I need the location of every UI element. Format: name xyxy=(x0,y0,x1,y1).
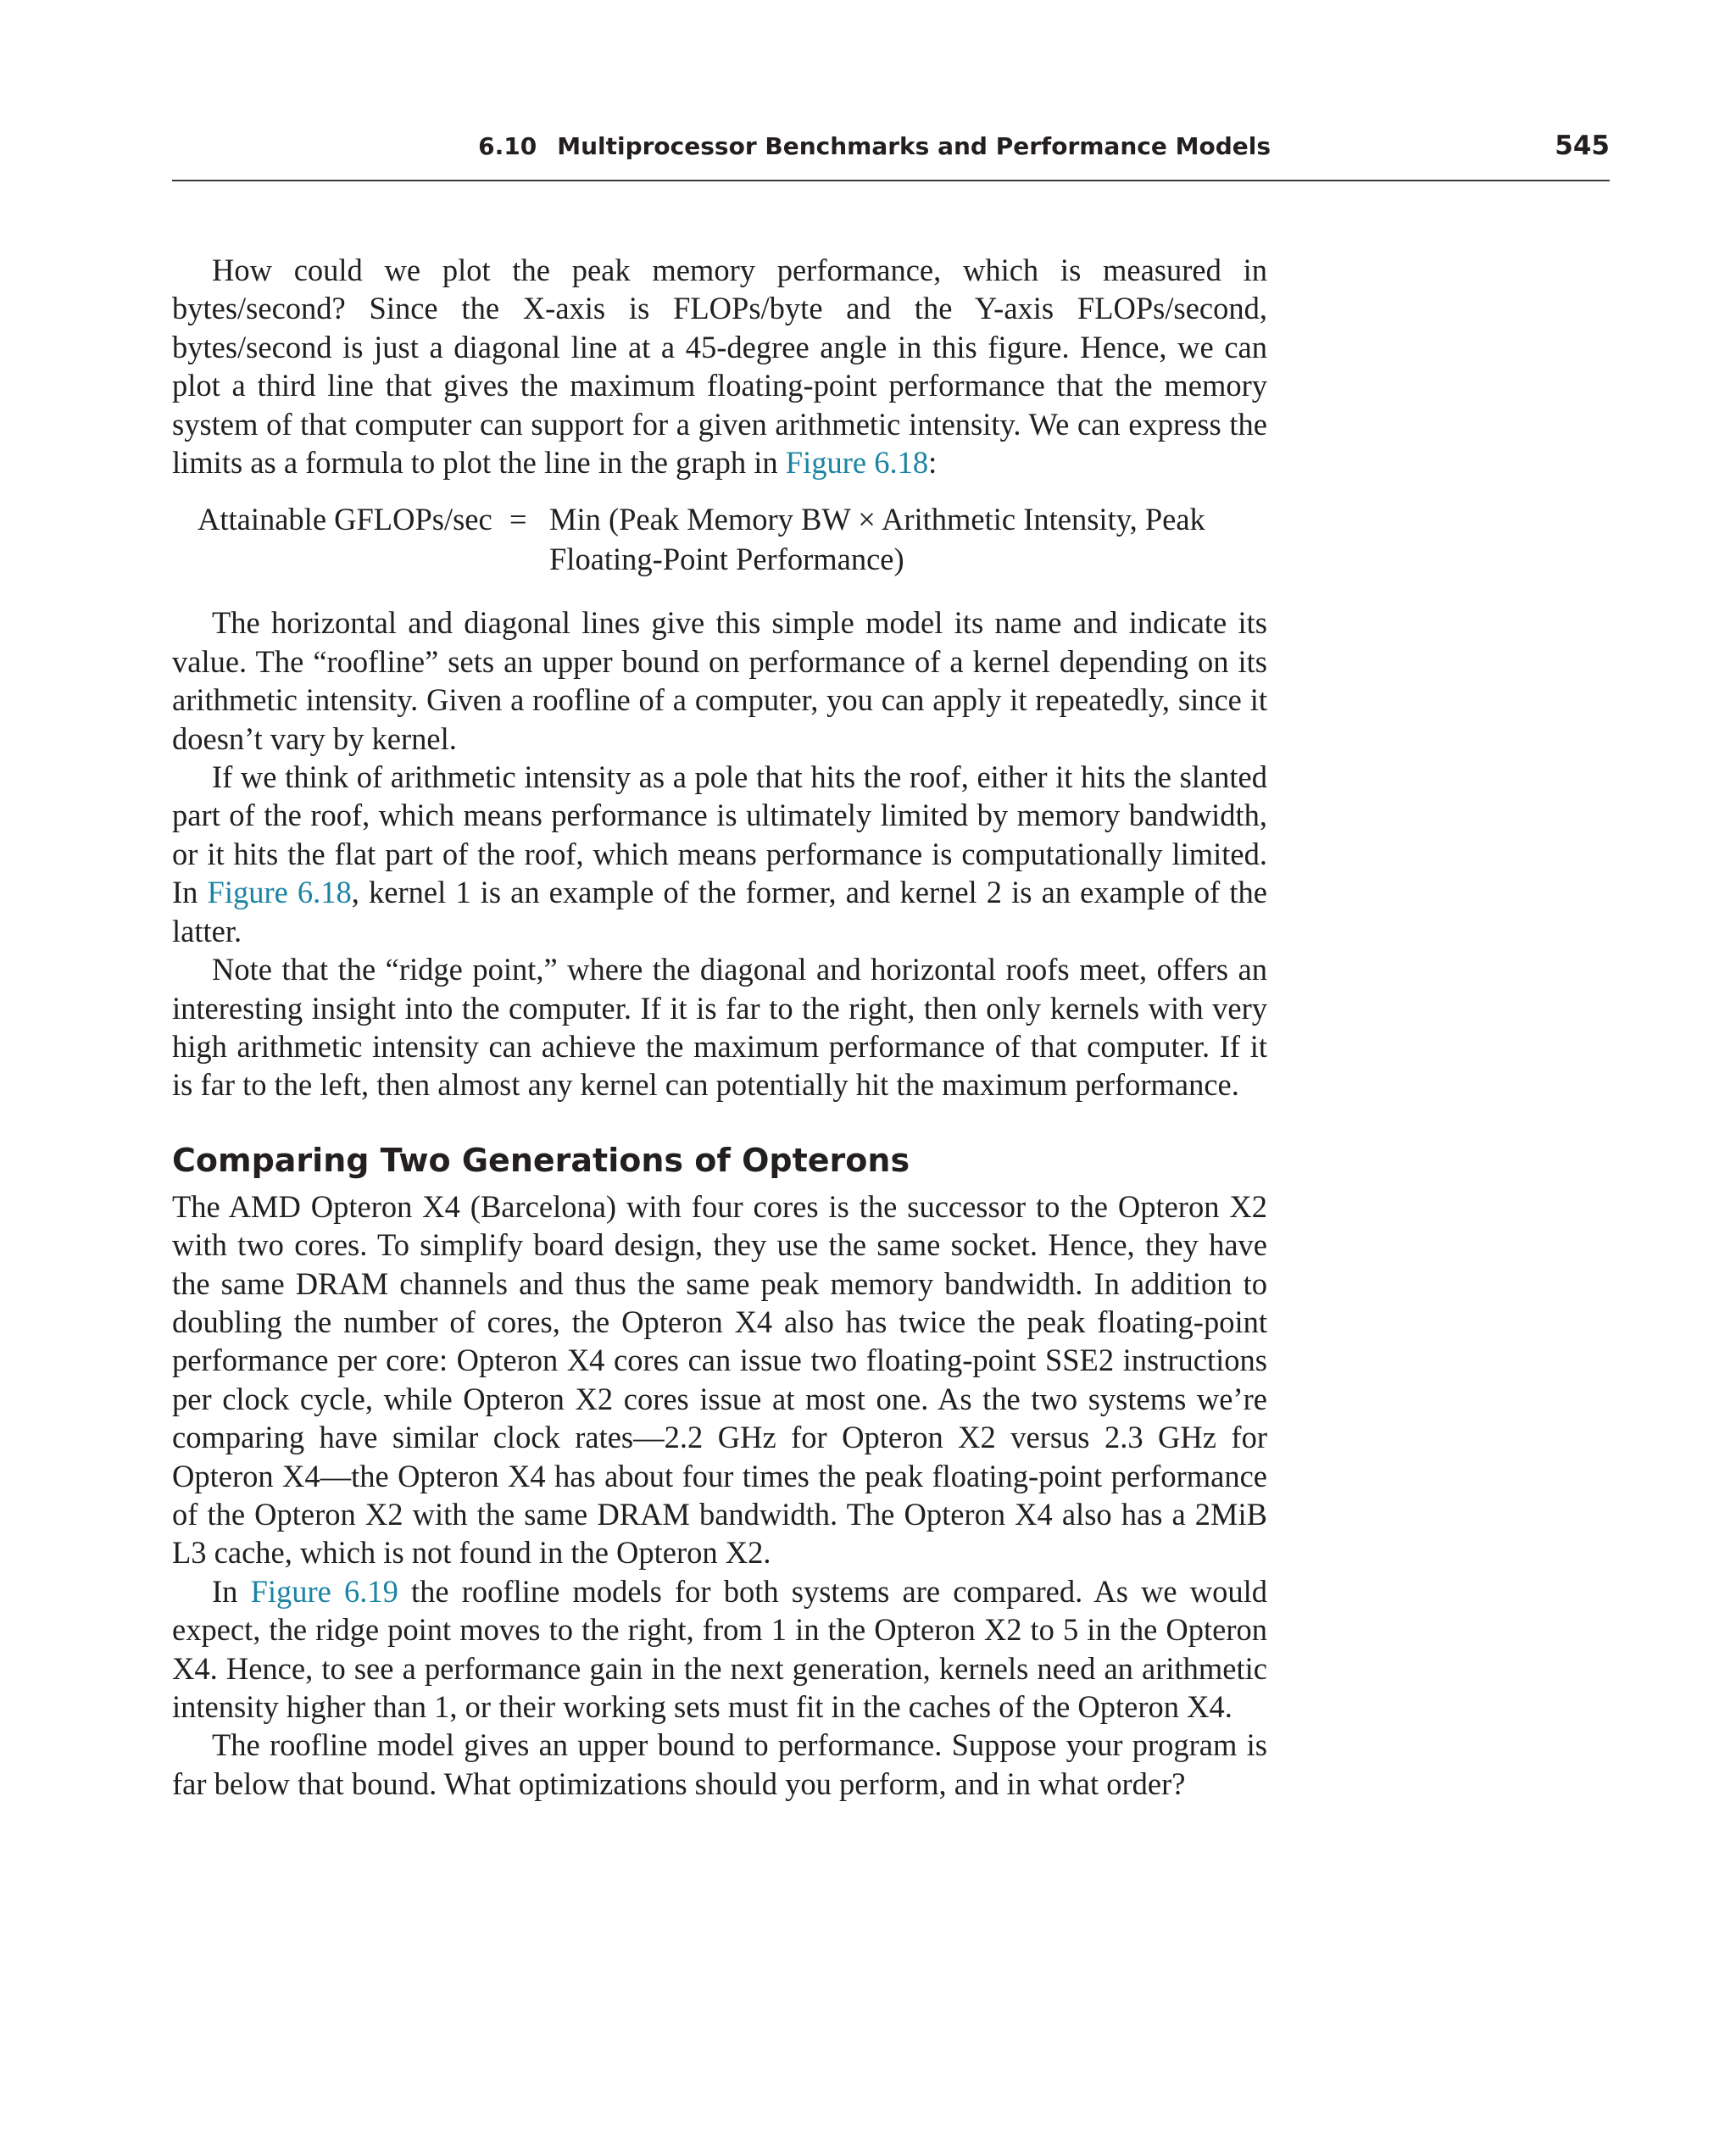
page-number: 545 xyxy=(1555,131,1610,161)
paragraph-5: The AMD Opteron X4 (Barcelona) with four cores is the successor to the Opteron X2 with two cores. To simplify board design, they use the same socket. Hence, they have the same DRAM channels and thus the same peak memory bandwidth. In addition to doubling the number of cores, the Opteron X4 also has twice the peak floating-point performance per core: Opteron X4 cores can issue two floating-point SSE2 instructions per clock cycle, while Opteron X2 cores issue at most one. As the two systems we’re comparing have similar clock rates—2.2 GHz for Opteron X2 versus 2.3 GHz for Opteron X4—the Opteron X4 has about four times the peak floating-point performance of the Opteron X2 with the same DRAM bandwidth. The Opteron X4 also has a 2MiB L3 cache, which is not found in the Opteron X2. xyxy=(172,1188,1267,1571)
formula-lhs: Attainable GFLOPs/sec xyxy=(198,502,492,537)
paragraph-1-text-a: How could we plot the peak memory performance, which is measured in bytes/second? Since the X-axis is FLOPs/byte and the Y-axis FLOPs/second, bytes/second is just a diagonal line at a 45-degree angle in this figure. Hence, we can plot a third line that gives the maximum floating-point performance that the memory system of that computer can support for a given arithmetic intensity. We can express the limits as a formula to plot the line in the graph in xyxy=(172,253,1267,481)
paragraph-6-text-a: In xyxy=(212,1573,251,1609)
formula-equals: = xyxy=(509,502,527,537)
running-header xyxy=(172,129,1610,181)
section-heading: Comparing Two Generations of Opterons xyxy=(172,1141,910,1179)
paragraph-7: The roofline model gives an upper bound to performance. Suppose your program is far below that bound. What optimizations should you perform, and in what order? xyxy=(172,1727,1267,1801)
paragraph-2: The horizontal and diagonal lines give this simple model its name and indicate its value. The “roofline” sets an upper bound on performance of a kernel depending on its arithmetic intensity. Given a roofline of a computer, you can apply it repeatedly, since it doesn’t vary by kernel. xyxy=(172,605,1267,756)
paragraph-6-text-b: the roofline models for both systems are compared. As we would expect, the ridge point moves to the right, from 1 in the Opteron X2 to 5 in the Opteron X4. Hence, to see a performance gain in the next generation, kernels need an arithmetic intensity higher than 1, or their working sets must fit in the caches of the Opteron X4. xyxy=(172,1573,1268,1724)
page-body xyxy=(172,251,1267,1803)
formula-rhs-line-2: Floating-Point Performance) xyxy=(549,542,904,577)
paragraph-3 xyxy=(172,758,1267,950)
paragraph-4: Note that the “ridge point,” where the diagonal and horizontal roofs meet, offers an interesting insight into the computer. If it is far to the right, then only kernels with very high arithmetic intensity can achieve the maximum performance of that computer. If it is far to the left, then almost any kernel can potentially hit the maximum performance. xyxy=(172,952,1267,1103)
formula-rhs-line-1: Min (Peak Memory BW × Arithmetic Intensity, Peak xyxy=(549,502,1205,537)
section-number: 6.10 xyxy=(478,132,537,160)
roofline-formula xyxy=(172,499,1267,581)
section-title: Multiprocessor Benchmarks and Performance Models xyxy=(557,132,1271,160)
paragraph-3-text-a: If we think of arithmetic intensity as a pole that hits the roof, either it hits the slanted part of the roof, which means performance is ultimately limited by memory bandwidth, or it hits the flat part of the roof, which means performance is computationally limited. In xyxy=(172,759,1267,910)
paragraph-1-text-b: : xyxy=(928,445,938,481)
figure-6-18-link-2[interactable]: Figure 6.18 xyxy=(207,875,352,910)
paragraph-3-text-b: , kernel 1 is an example of the former, and kernel 2 is an example of the latter. xyxy=(172,875,1268,948)
figure-6-19-link[interactable]: Figure 6.19 xyxy=(250,1573,398,1609)
figure-6-18-link[interactable]: Figure 6.18 xyxy=(785,445,929,481)
paragraph-6 xyxy=(172,1572,1267,1727)
running-header-title xyxy=(478,132,1271,160)
paragraph-1 xyxy=(172,251,1267,481)
